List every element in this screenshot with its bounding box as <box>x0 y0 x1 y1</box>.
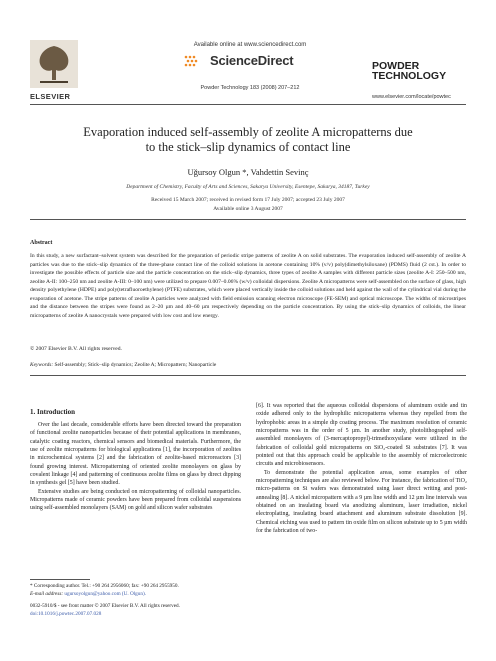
email-label: E-mail address: <box>30 590 64 597</box>
sciencedirect-name: ScienceDirect <box>210 53 294 68</box>
affiliation: Department of Chemistry, Faculty of Arts and Sciences, Sakarya University, Esentepe, Sakarya, 34187, Turkey <box>126 184 370 190</box>
available-online-text: Available online at www.sciencedirect.com <box>193 42 307 48</box>
keywords-list: Self-assembly; Stick–slip dynamics; Zeolite A; Micropattern; Nanoparticle <box>54 362 217 368</box>
keywords-label: Keywords: <box>30 362 54 368</box>
footnote <box>30 583 241 598</box>
email-link[interactable]: ugursoyolgun@yahoo.com (U. Olgun). <box>64 590 146 597</box>
journal-url[interactable]: www.elsevier.com/locate/powtec <box>372 94 451 100</box>
intro-paragraph-2: Extensive studies are being conducted on micropatterning of colloidal nanoparticles. Micropatterns made of ceramic powders have been prepared from colloidal suspensions using self-assembled monolayers (SAM) on gold and silicon wafer substrates <box>30 488 241 512</box>
right-column <box>256 402 467 536</box>
abstract-top-rule <box>30 219 466 220</box>
article-title-line-2: to the stick–slip dynamics of contact line <box>145 140 351 154</box>
issn-block <box>30 603 241 619</box>
keywords <box>30 362 466 368</box>
received-dates: Received 15 March 2007; received in revised form 17 July 2007; accepted 23 July 2007 <box>151 197 345 203</box>
journal-reference: Powder Technology 183 (2008) 207–212 <box>200 85 300 91</box>
article-title-line-1: Evaporation induced self-assembly of zeolite A micropatterns due <box>83 125 413 139</box>
intro-paragraph-1: Over the last decade, considerable efforts have been directed toward the preparation of functional zeolite nanoparticles because of their potential applications in membranes, catalytic coating reactors, chemical sensors and biomedical materials. Furthermore, the use of zeolite micropatterns for biological applications [1], the incorporation of zeolites in microchemical systems [2] and the fabrication of zeolite-based microreactors [3] found growing interest. Micropatterning of oriented zeolite monolayers on glass by covalent linkage [4] and patterning of continuous zeolite films on glass by direct dipping in synthesis gel [5] have been studied. <box>30 422 241 487</box>
elsevier-tree-logo <box>30 40 78 88</box>
article-title <box>40 125 456 155</box>
abstract-body: In this study, a new surfactant–solvent system was described for the preparation of periodic stripe patterns of zeolite A on solid substrates. The evaporation induced self-assembly of zeolite A particles was due to the stick–slip dynamics of the three-phase contact line of the colloid solutions in acetone containing 10% (v/v) poly(dimethylsiloxane) (PDMS) fluid (2 cst.). In order to investigate the possible effects of particle size and the particle concentration on the stick–slip dynamics, three types of zeolite A samples with different particle sizes (zeolite A-I: 250–500 nm, zeolite A-II: 100–250 nm and zeolite A-III: 0–100 nm) were utilized to prepare 0.007–0.06% (w/v) colloidal dispersions. Zeolite A micropatterns were self-assembled on the surface of glass, high density polyethylene (HDPE) and poly(tetrafluoroethylene) (PTFE) substrates, which were placed vertically inside the colloid solutions and held against the wall of the cylindrical vial during the evaporation of acetone. The stripe patterns of zeolite A particles were analyzed with field emission scanning electron microscope (FE-SEM) and optical microscope. The widths of microstripes and the distance between the stripes were found as 2–20 µm and 40–60 µm respectively depending on the particle concentration. By using the stick–slip dynamics of colloids, the linear micropatterns of zeolite A nanocrystals were prepared with low cost and low energy. <box>30 253 466 319</box>
section-heading-introduction: 1. Introduction <box>30 408 75 416</box>
left-column <box>30 421 241 513</box>
intro-paragraph-4: To demonstrate the potential application areas, some examples of other micropatterning techniques are also reviewed below. For instance, the fabrication of TiO₂ micro-patterns on Si wafers was demonstrated using laser direct writing and post-annealing [8]. A nickel micropattern with a 9 µm line width and 12 µm line intervals was obtained on an insulating board via anodizing aluminum, laser irradiation, nickel electroplating, insulating board attachment and aluminum substrate dissolution [9]. Chemical etching was used to pattern tin oxide film on silicon substrate up to 5 µm width for the fabrication of two- <box>256 469 467 535</box>
abstract-heading: Abstract <box>30 240 53 246</box>
copyright: © 2007 Elsevier B.V. All rights reserved. <box>30 346 122 352</box>
header-rule <box>30 104 466 105</box>
footnote-rule <box>30 579 90 580</box>
authors: Uğursoy Olgun *, Vahdettin Sevinç <box>187 167 309 177</box>
corresponding-author: * Corresponding author. Tel.: +90 264 2956060; fax: +90 264 2955950. <box>30 583 179 589</box>
journal-title: POWDER TECHNOLOGY <box>372 60 447 82</box>
sciencedirect-logo-icon <box>183 53 205 69</box>
doi-link[interactable]: doi:10.1016/j.powtec.2007.07.028 <box>30 610 102 617</box>
abstract-bottom-rule <box>30 375 466 376</box>
publisher-name: ELSEVIER <box>30 92 71 101</box>
available-online-date: Available online 3 August 2007 <box>213 206 283 212</box>
intro-paragraph-3: [6]. It was reported that the aqueous colloidal dispersions of aluminum oxide and tin oxide adhered only to the hydrophilic micropatterns whereas they repelled from the hydrophobic areas in a simple dip coating process. The maximum resolution of ceramic micropatterns was in the order of 5 µm. In another study, photolithographed self-assembled monolayers of (3-mercaptopropyl)-trimethoxysilane were utilized in the fabrication of colloidal gold micropatterns on SiO₂-coated Si substrates [7]. It was pointed out that this approach could be applicable to the assembly of microelectronic circuits and microbiosensors. <box>256 403 467 468</box>
issn-line: 0032-5910/$ - see front matter © 2007 Elsevier B.V. All rights reserved. <box>30 603 180 609</box>
